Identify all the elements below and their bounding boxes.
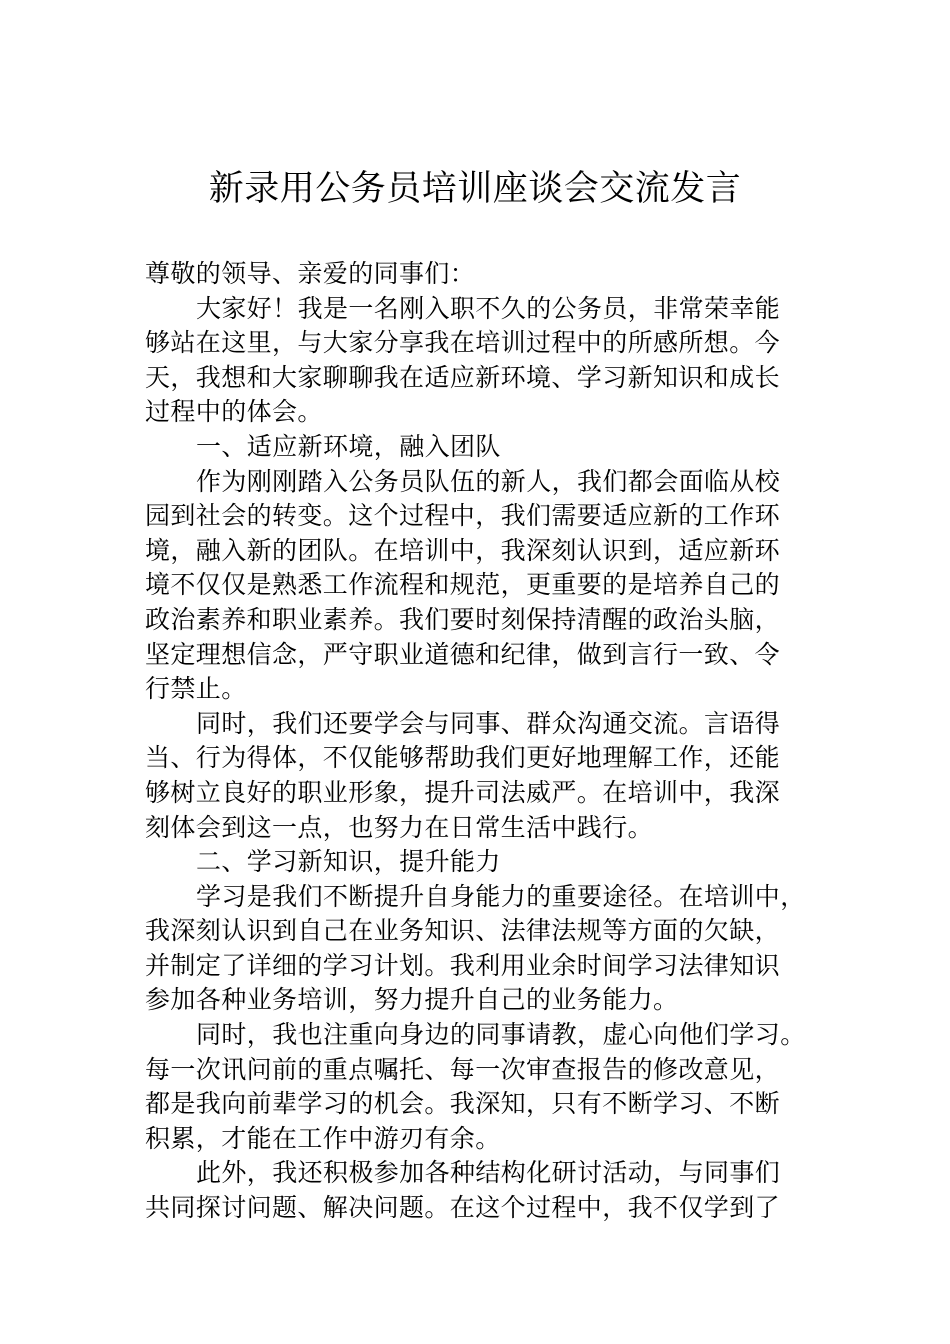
paragraph-line: 参加各种业务培训，努力提升自己的业务能力。 (145, 985, 679, 1015)
salutation-line: 尊敬的领导、亲爱的同事们： (145, 259, 476, 288)
paragraph-line: 并制定了详细的学习计划。我利用业余时间学习法律知识 (145, 950, 781, 980)
paragraph-line: 作为刚刚踏入公务员队伍的新人，我们都会面临从校 (196, 466, 781, 496)
paragraph-line: 行禁止。 (145, 674, 247, 704)
paragraph-line: 坚定理想信念，严守职业道德和纪律，做到言行一致、令 (145, 639, 781, 669)
paragraph-line: 过程中的体会。 (145, 397, 323, 427)
paragraph-line: 积累，才能在工作中游刃有余。 (145, 1123, 501, 1153)
paragraph-line: 大家好！我是一名刚入职不久的公务员，非常荣幸能 (196, 293, 781, 323)
paragraph-line: 境不仅仅是熟悉工作流程和规范，更重要的是培养自己的 (145, 570, 781, 600)
section-heading-2: 二、学习新知识，提升能力 (196, 847, 501, 877)
paragraph-line: 学习是我们不断提升自身能力的重要途径。在培训中， (196, 881, 806, 911)
paragraph-line: 够站在这里，与大家分享我在培训过程中的所感所想。今 (145, 328, 781, 358)
paragraph-line: 同时，我也注重向身边的同事请教，虚心向他们学习。 (196, 1020, 806, 1050)
paragraph-line: 够树立良好的职业形象，提升司法威严。在培训中，我深 (145, 777, 781, 807)
paragraph-line: 每一次讯问前的重点嘱托、每一次审查报告的修改意见， (145, 1054, 781, 1084)
paragraph-line: 我深刻认识到自己在业务知识、法律法规等方面的欠缺， (145, 916, 781, 946)
document-title: 新录用公务员培训座谈会交流发言 (208, 169, 742, 209)
paragraph-line: 刻体会到这一点，也努力在日常生活中践行。 (145, 812, 654, 842)
paragraph-line: 同时，我们还要学会与同事、群众沟通交流。言语得 (196, 708, 781, 738)
paragraph-line: 天，我想和大家聊聊我在适应新环境、学习新知识和成长 (145, 362, 781, 392)
section-heading-1: 一、适应新环境，融入团队 (196, 431, 501, 461)
paragraph-line: 园到社会的转变。这个过程中，我们需要适应新的工作环 (145, 501, 781, 531)
paragraph-line: 境，融入新的团队。在培训中，我深刻认识到，适应新环 (145, 535, 781, 565)
document-body (145, 257, 835, 1226)
paragraph-line: 都是我向前辈学习的机会。我深知，只有不断学习、不断 (145, 1089, 781, 1119)
paragraph-line: 共同探讨问题、解决问题。在这个过程中，我不仅学到了 (145, 1193, 781, 1223)
paragraph-line: 此外，我还积极参加各种结构化研讨活动，与同事们 (196, 1158, 781, 1188)
paragraph-line: 政治素养和职业素养。我们要时刻保持清醒的政治头脑， (145, 604, 781, 634)
paragraph-line: 当、行为得体，不仅能够帮助我们更好地理解工作，还能 (145, 743, 781, 773)
